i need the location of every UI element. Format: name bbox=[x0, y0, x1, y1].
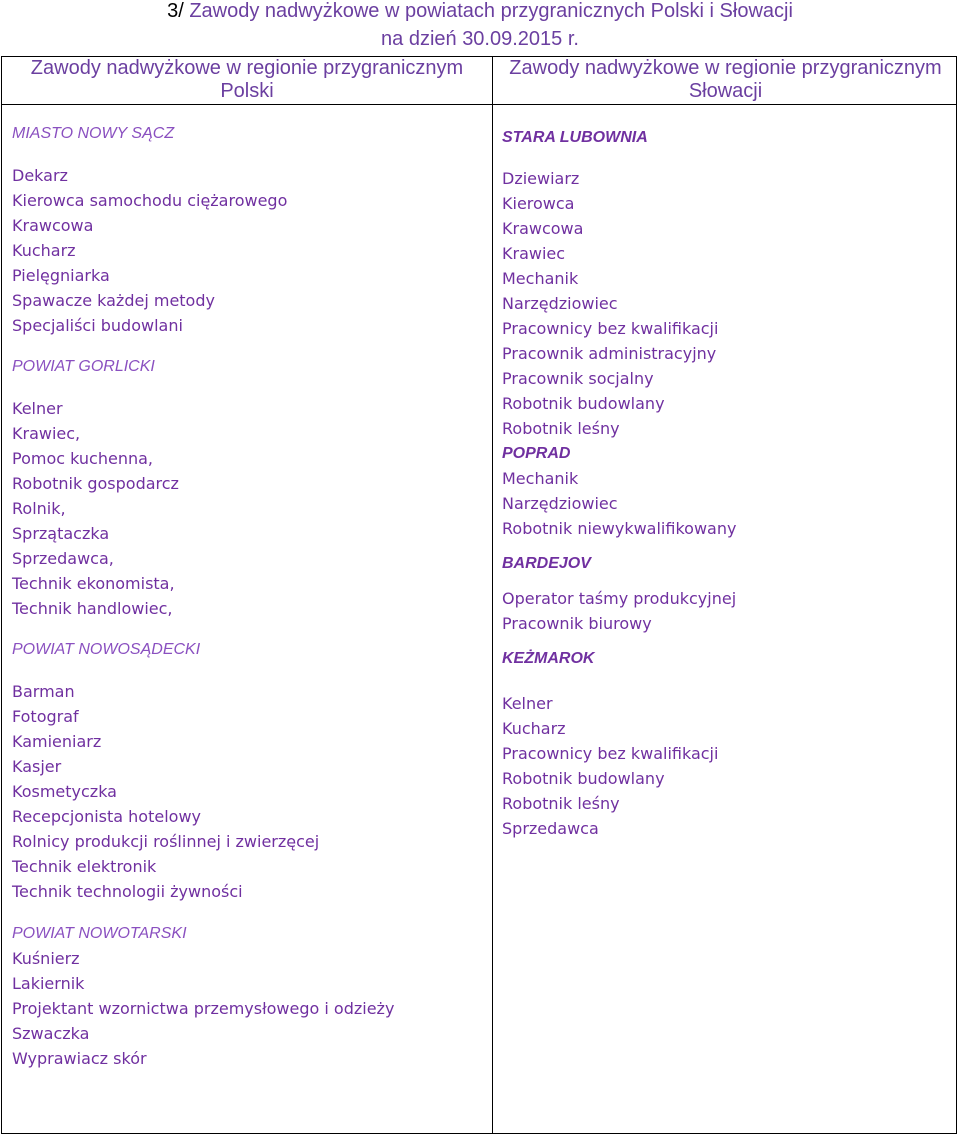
profession-item: Sprzedawca, bbox=[12, 549, 114, 568]
profession-item: Recepcjonista hotelowy bbox=[12, 807, 201, 826]
profession-item: Mechanik bbox=[502, 269, 579, 288]
profession-item: Robotnik budowlany bbox=[502, 769, 665, 788]
profession-item: Pracownik biurowy bbox=[502, 614, 652, 633]
profession-item: Kierowca bbox=[502, 194, 575, 213]
professions-table bbox=[1, 56, 957, 1134]
section-kezmarok: KEŻMAROK bbox=[502, 650, 595, 667]
profession-item: Pomoc kuchenna, bbox=[12, 449, 153, 468]
profession-item: Sprzątaczka bbox=[12, 524, 110, 543]
profession-item: Rolnicy produkcji roślinnej i zwierzęcej bbox=[12, 832, 320, 851]
profession-item: Pracownicy bez kwalifikacji bbox=[502, 319, 719, 338]
profession-item: Kucharz bbox=[502, 719, 566, 738]
profession-item: Projektant wzornictwa przemysłowego i odzieży bbox=[12, 999, 395, 1018]
profession-item: Technik technologii żywności bbox=[12, 882, 243, 901]
profession-item: Kelner bbox=[502, 694, 553, 713]
profession-item: Kamieniarz bbox=[12, 732, 102, 751]
profession-item: Kelner bbox=[12, 399, 63, 418]
profession-item: Robotnik niewykwalifikowany bbox=[502, 519, 737, 538]
profession-item: Krawcowa bbox=[502, 219, 584, 238]
profession-item: Krawiec, bbox=[12, 424, 81, 443]
profession-item: Krawcowa bbox=[12, 216, 94, 235]
header-poland: Zawody nadwyżkowe w regionie przygranicznym Polski bbox=[30, 57, 464, 102]
profession-item: Lakiernik bbox=[12, 974, 85, 993]
profession-item: Kuśnierz bbox=[12, 949, 80, 968]
profession-item: Kasjer bbox=[12, 757, 62, 776]
profession-item: Operator taśmy produkcyjnej bbox=[502, 589, 737, 608]
profession-item: Robotnik gospodarcz bbox=[12, 474, 179, 493]
profession-item: Specjaliści budowlani bbox=[12, 316, 183, 335]
profession-item: Szwaczka bbox=[12, 1024, 90, 1043]
profession-item: Narzędziowiec bbox=[502, 294, 618, 313]
title-date: na dzień 30.09.2015 r. bbox=[381, 28, 579, 50]
profession-item: Dekarz bbox=[12, 166, 68, 185]
profession-item: Kucharz bbox=[12, 241, 76, 260]
profession-item: Spawacze każdej metody bbox=[12, 291, 215, 310]
profession-item: Pracownicy bez kwalifikacji bbox=[502, 744, 719, 763]
slovakia-column bbox=[502, 105, 952, 841]
profession-item: Narzędziowiec bbox=[502, 494, 618, 513]
section-poprad: POPRAD bbox=[502, 445, 571, 462]
profession-item: Sprzedawca bbox=[502, 819, 599, 838]
poland-column bbox=[12, 105, 482, 1071]
profession-item: Pracownik socjalny bbox=[502, 369, 654, 388]
section-bardejov: BARDEJOV bbox=[502, 555, 591, 572]
header-slovakia: Zawody nadwyżkowe w regionie przygranicznym Słowacji bbox=[509, 57, 942, 102]
profession-item: Robotnik leśny bbox=[502, 419, 620, 438]
profession-item: Technik ekonomista, bbox=[12, 574, 175, 593]
section-stara-lubownia: STARA LUBOWNIA bbox=[502, 129, 648, 146]
profession-item: Dziewiarz bbox=[502, 169, 580, 188]
profession-item: Barman bbox=[12, 682, 75, 701]
profession-item: Kierowca samochodu ciężarowego bbox=[12, 191, 288, 210]
section-powiat-gorlicki: POWIAT GORLICKI bbox=[12, 358, 155, 375]
profession-item: Robotnik budowlany bbox=[502, 394, 665, 413]
section-powiat-nowosadecki: POWIAT NOWOSĄDECKI bbox=[12, 641, 201, 658]
title-prefix: 3/ bbox=[167, 0, 184, 22]
profession-item: Mechanik bbox=[502, 469, 579, 488]
section-powiat-nowotarski: POWIAT NOWOTARSKI bbox=[12, 925, 187, 942]
column-divider bbox=[492, 57, 493, 1133]
profession-item: Technik elektronik bbox=[12, 857, 157, 876]
profession-item: Pielęgniarka bbox=[12, 266, 110, 285]
profession-item: Pracownik administracyjny bbox=[502, 344, 717, 363]
profession-item: Krawiec bbox=[502, 244, 566, 263]
document-title bbox=[0, 0, 960, 23]
profession-item: Fotograf bbox=[12, 707, 79, 726]
profession-item: Technik handlowiec, bbox=[12, 599, 173, 618]
profession-item: Rolnik, bbox=[12, 499, 66, 518]
profession-item: Wyprawiacz skór bbox=[12, 1049, 147, 1068]
title-line1: Zawody nadwyżkowe w powiatach przygranicznych Polski i Słowacji bbox=[189, 0, 793, 22]
section-miasto-nowy-sacz: MIASTO NOWY SĄCZ bbox=[12, 125, 175, 142]
profession-item: Kosmetyczka bbox=[12, 782, 117, 801]
profession-item: Robotnik leśny bbox=[502, 794, 620, 813]
